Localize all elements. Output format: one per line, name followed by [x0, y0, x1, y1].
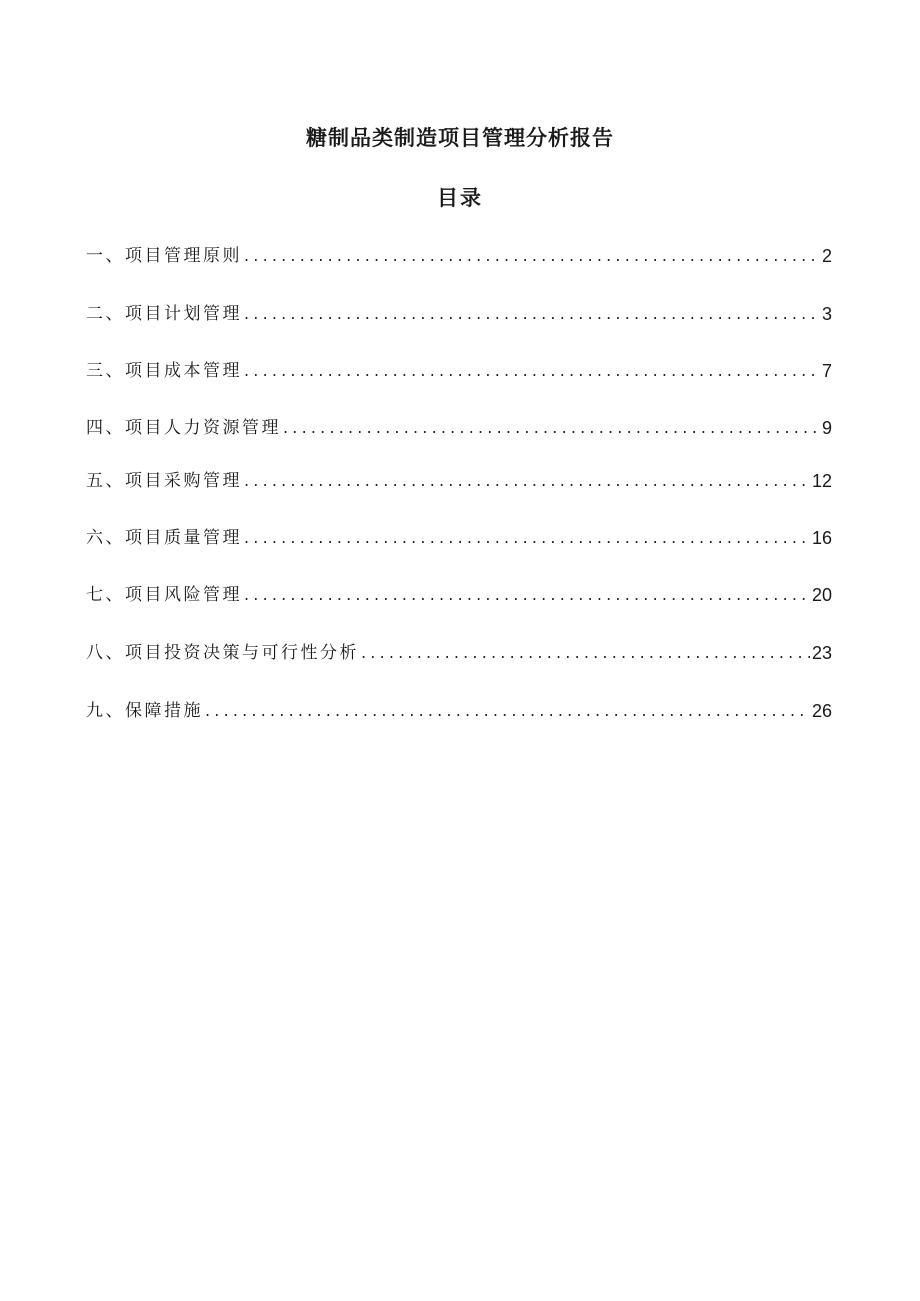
toc-page-number: 23 — [811, 643, 832, 663]
toc-entry[interactable] — [86, 579, 832, 611]
toc-dot-leader — [244, 298, 820, 330]
document-title: 糖制品类制造项目管理分析报告 — [306, 126, 614, 150]
toc-entry[interactable] — [86, 240, 832, 272]
toc-dot-leader — [244, 355, 820, 387]
toc-entry[interactable] — [86, 298, 832, 330]
toc-heading: 目录 — [437, 186, 483, 210]
toc-page-number: 2 — [821, 246, 832, 266]
toc-entry[interactable] — [86, 465, 832, 497]
toc-page-number: 7 — [821, 361, 832, 381]
toc-entry-label: 六、项目质量管理 — [86, 528, 242, 548]
toc-entry-label: 九、保障措施 — [86, 701, 203, 721]
toc-entry-label: 三、项目成本管理 — [86, 361, 242, 381]
toc-dot-leader — [244, 240, 820, 272]
toc-dot-leader — [205, 695, 810, 727]
toc-entry[interactable] — [86, 522, 832, 554]
toc-entry[interactable] — [86, 637, 832, 669]
toc-entry-label: 一、项目管理原则 — [86, 246, 242, 266]
toc-page-number: 20 — [811, 585, 832, 605]
toc-dot-leader — [244, 579, 810, 611]
toc-page-number: 16 — [811, 528, 832, 548]
toc-page-number: 12 — [811, 471, 832, 491]
toc-dot-leader — [283, 412, 820, 444]
toc-page-number: 9 — [821, 418, 832, 438]
toc-page-number: 26 — [811, 701, 832, 721]
toc-entry-label: 五、项目采购管理 — [86, 471, 242, 491]
toc-entry-label: 二、项目计划管理 — [86, 304, 242, 324]
toc-entry[interactable] — [86, 355, 832, 387]
toc-entry[interactable] — [86, 695, 832, 727]
toc-page-number: 3 — [821, 304, 832, 324]
toc-dot-leader — [244, 465, 810, 497]
toc-entry[interactable] — [86, 412, 832, 444]
toc-dot-leader — [361, 637, 810, 669]
toc-dot-leader — [244, 522, 810, 554]
toc-entry-label: 七、项目风险管理 — [86, 585, 242, 605]
toc-entry-label: 四、项目人力资源管理 — [86, 418, 281, 438]
toc-entry-label: 八、项目投资决策与可行性分析 — [86, 643, 359, 663]
